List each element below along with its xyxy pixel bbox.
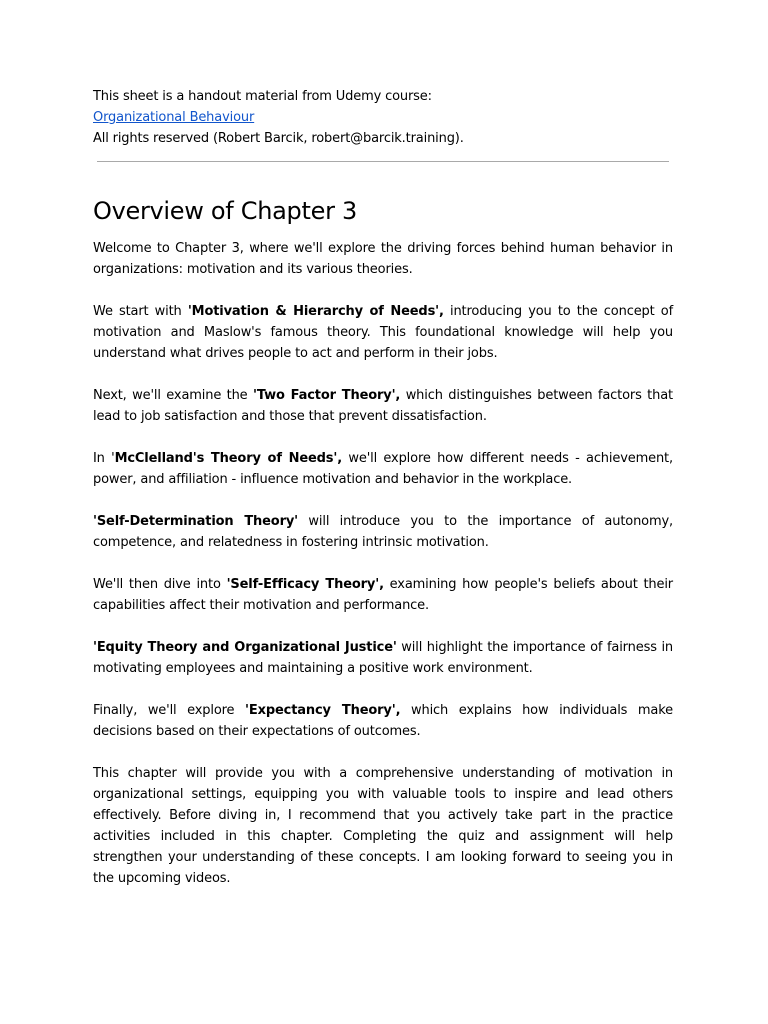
body-text	[93, 238, 673, 889]
paragraph: Welcome to Chapter 3, where we'll explore the driving forces behind human behavior in organizations: motivation and its various theories.	[93, 241, 673, 277]
handout-page	[93, 86, 673, 910]
rights-text: All rights reserved (Robert Barcik, robert@barcik.training).	[93, 131, 464, 146]
paragraph: 'Equity Theory and Organizational Justice' will highlight the importance of fairness in motivating employees and maintaining a positive work environment.	[93, 640, 673, 676]
paragraph: We'll then dive into 'Self-Efficacy Theory', examining how people's beliefs about their capabilities affect their motivation and performance.	[93, 577, 673, 613]
paragraph: In 'McClelland's Theory of Needs', we'll explore how different needs - achievement, power, and affiliation - influence motivation and behavior in the workplace.	[93, 451, 673, 487]
handout-source-text: This sheet is a handout material from Udemy course:	[93, 89, 432, 104]
paragraph: We start with 'Motivation & Hierarchy of Needs', introducing you to the concept of motivation and Maslow's famous theory. This foundational knowledge will help you understand what drives people to act and perform in their jobs.	[93, 304, 673, 361]
paragraph: Finally, we'll explore 'Expectancy Theory', which explains how individuals make decisions based on their expectations of outcomes.	[93, 703, 673, 739]
course-link-line	[93, 107, 673, 128]
paragraph: Next, we'll examine the 'Two Factor Theory', which distinguishes between factors that lead to job satisfaction and those that prevent dissatisfaction.	[93, 388, 673, 424]
paragraph: 'Self-Determination Theory' will introduce you to the importance of autonomy, competence, and relatedness in fostering intrinsic motivation.	[93, 514, 674, 550]
course-link[interactable]: Organizational Behaviour	[93, 110, 255, 125]
paragraph: This chapter will provide you with a comprehensive understanding of motivation in organizational settings, equipping you with valuable tools to inspire and lead others effectively. Before diving in, I recommend that you actively take part in the practice activities included in this chapter. Completing the quiz and assignment will help strengthen your understanding of these concepts. I am looking forward to seeing you in the upcoming videos.	[93, 766, 673, 886]
page-title: Overview of Chapter 3	[93, 197, 357, 225]
horizontal-divider	[97, 161, 669, 162]
